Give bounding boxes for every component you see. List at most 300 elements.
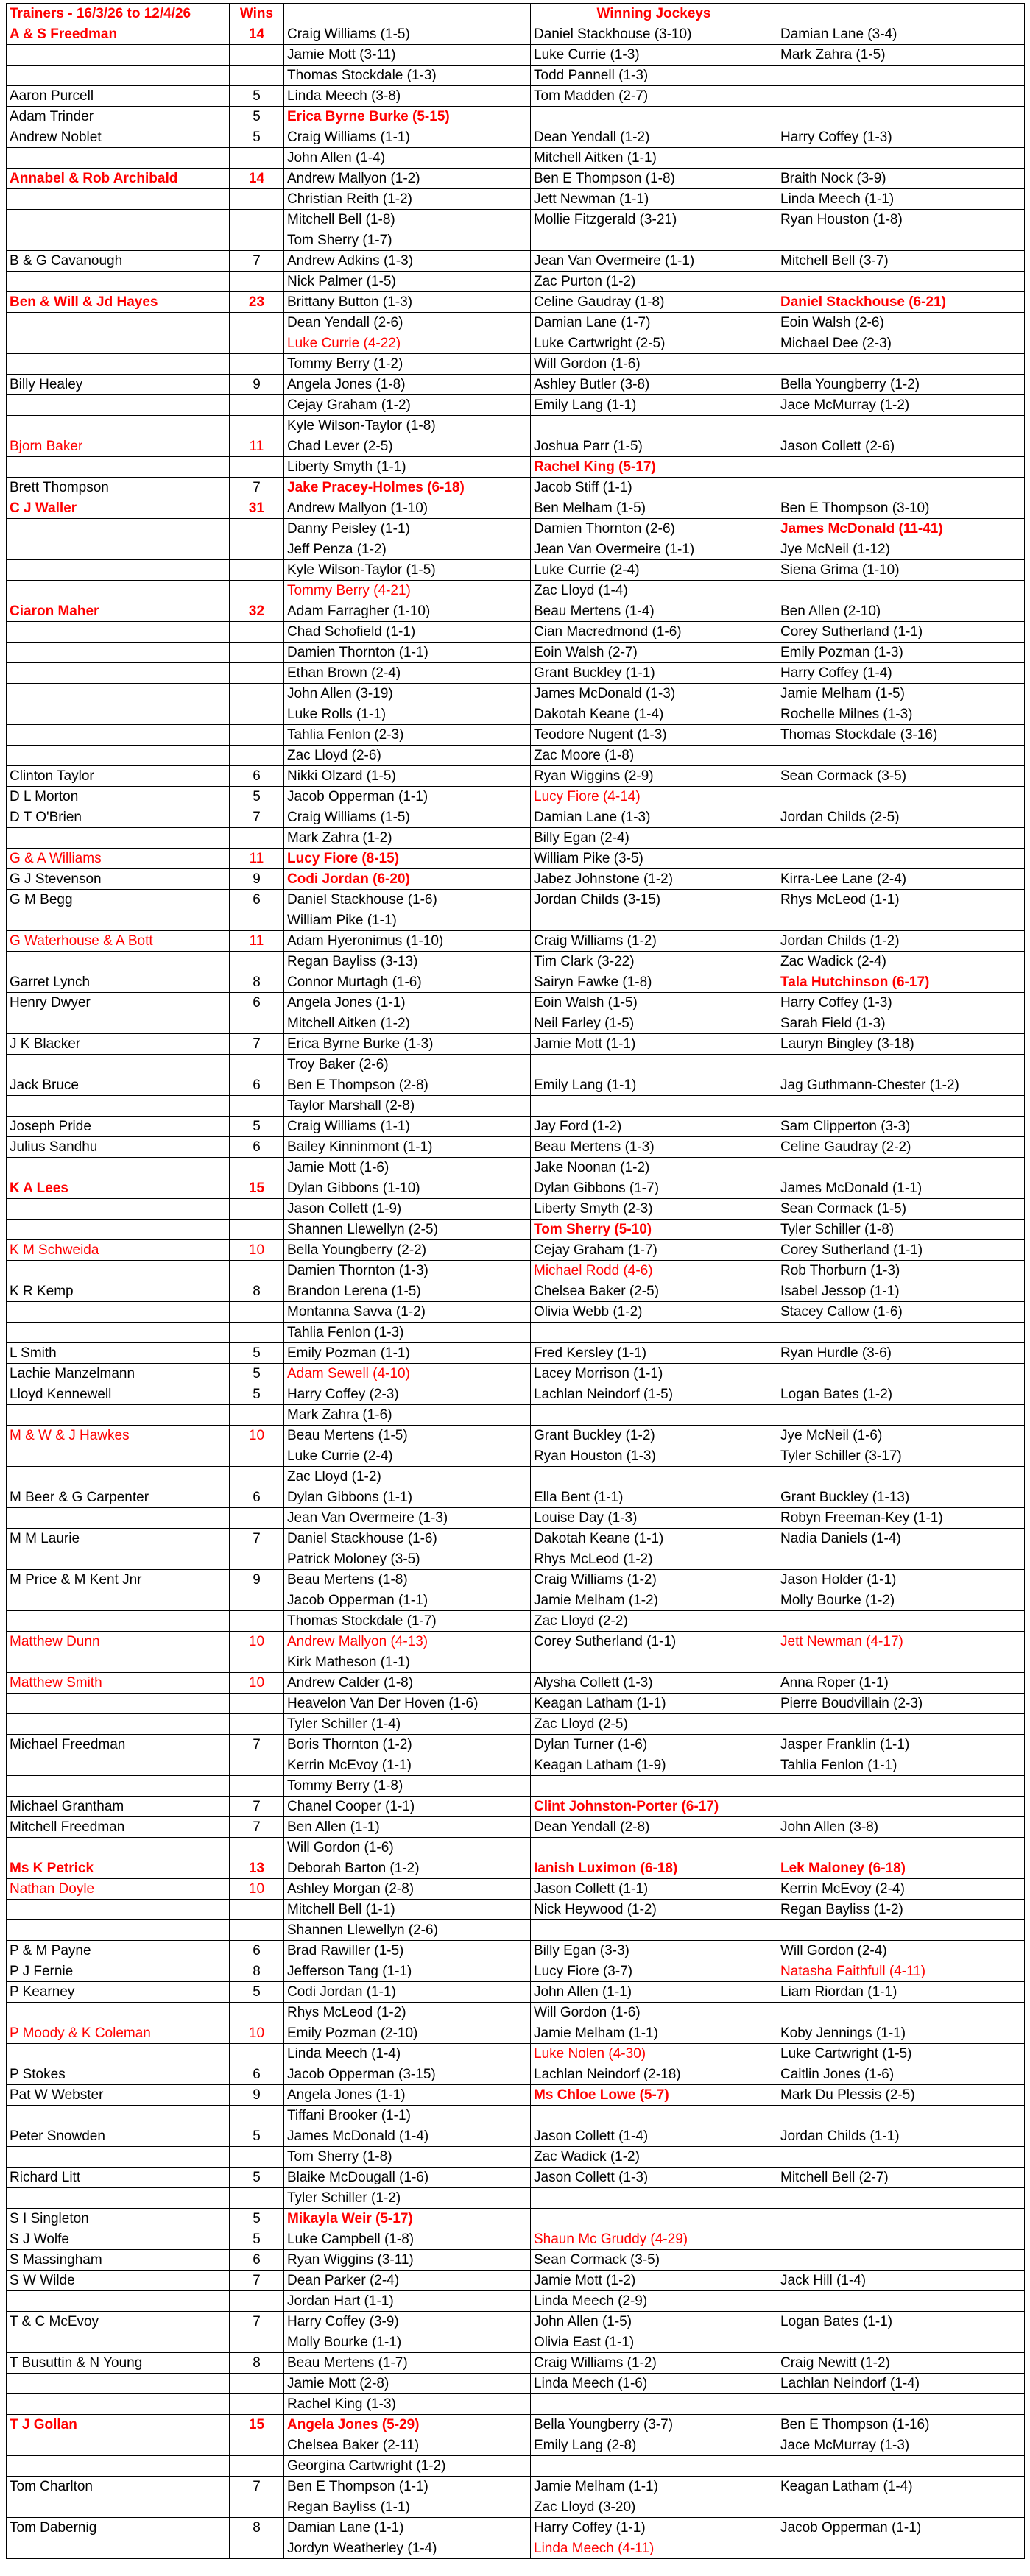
trainer-cell: Garret Lynch xyxy=(7,972,230,993)
wins-cell: 15 xyxy=(230,1178,284,1199)
jockey-cell: Ryan Wiggins (2-9) xyxy=(531,766,777,787)
wins-cell: 9 xyxy=(230,375,284,395)
table-row xyxy=(7,2518,1025,2538)
jockey-cell: Eoin Walsh (1-5) xyxy=(531,993,777,1013)
jockey-cell: Ryan Wiggins (3-11) xyxy=(284,2250,531,2271)
jockey-cell xyxy=(777,1096,1025,1117)
jockey-cell: Jeff Penza (1-2) xyxy=(284,539,531,560)
wins-cell xyxy=(230,2374,284,2394)
jockey-cell: Chad Lever (2-5) xyxy=(284,436,531,457)
table-row xyxy=(7,436,1025,457)
jockey-cell: Damian Lane (3-4) xyxy=(777,24,1025,45)
wins-cell: 6 xyxy=(230,1941,284,1961)
table-row xyxy=(7,1673,1025,1694)
trainer-cell xyxy=(7,2374,230,2394)
jockey-cell: Jace McMurray (1-3) xyxy=(777,2435,1025,2456)
jockey-cell: Mikayla Weir (5-17) xyxy=(284,2209,531,2229)
jockey-cell: Chanel Cooper (1-1) xyxy=(284,1797,531,1817)
jockey-cell: Bella Youngberry (1-2) xyxy=(777,375,1025,395)
trainer-cell: K A Lees xyxy=(7,1178,230,1199)
jockey-cell: Jordan Childs (1-1) xyxy=(777,2126,1025,2147)
jockey-cell xyxy=(777,148,1025,169)
trainer-cell xyxy=(7,519,230,539)
jockey-cell: Zac Lloyd (2-2) xyxy=(531,1611,777,1632)
trainer-cell xyxy=(7,1714,230,1735)
wins-cell xyxy=(230,1261,284,1281)
trainer-cell: Lloyd Kennewell xyxy=(7,1384,230,1405)
table-row xyxy=(7,2435,1025,2456)
trainer-cell xyxy=(7,643,230,663)
table-row xyxy=(7,1755,1025,1776)
jockey-cell xyxy=(531,2456,777,2477)
trainer-cell xyxy=(7,45,230,66)
trainer-cell xyxy=(7,1755,230,1776)
jockey-cell: Shaun Mc Gruddy (4-29) xyxy=(531,2229,777,2250)
jockey-cell: Craig Williams (1-5) xyxy=(284,807,531,828)
trainer-cell xyxy=(7,1220,230,1240)
table-row xyxy=(7,1961,1025,1982)
jockey-cell: Sean Cormack (3-5) xyxy=(777,766,1025,787)
trainer-cell xyxy=(7,2044,230,2064)
jockey-cell: Mitchell Bell (2-7) xyxy=(777,2168,1025,2188)
trainer-cell: Tom Charlton xyxy=(7,2477,230,2497)
trainer-cell xyxy=(7,230,230,251)
table-row xyxy=(7,45,1025,66)
wins-cell xyxy=(230,2332,284,2353)
trainer-cell: Aaron Purcell xyxy=(7,86,230,107)
jockey-cell xyxy=(777,2538,1025,2559)
jockey-cell: Linda Meech (1-1) xyxy=(777,189,1025,210)
jockey-cell: Anna Roper (1-1) xyxy=(777,1673,1025,1694)
jockey-cell xyxy=(531,1776,777,1797)
trainer-cell xyxy=(7,1652,230,1673)
jockey-cell: John Allen (3-19) xyxy=(284,684,531,704)
table-row xyxy=(7,1302,1025,1323)
jockey-cell: Luke Rolls (1-1) xyxy=(284,704,531,725)
jockey-cell: Joshua Parr (1-5) xyxy=(531,436,777,457)
jockey-cell: Troy Baker (2-6) xyxy=(284,1055,531,1075)
wins-cell xyxy=(230,1920,284,1941)
jockey-cell: Chad Schofield (1-1) xyxy=(284,622,531,643)
jockey-cell: Zac Moore (1-8) xyxy=(531,746,777,766)
jockey-cell: Zac Lloyd (1-2) xyxy=(284,1467,531,1487)
jockey-cell: Mitchell Bell (3-7) xyxy=(777,251,1025,272)
jockey-cell: Emily Lang (2-8) xyxy=(531,2435,777,2456)
jockey-cell xyxy=(777,416,1025,436)
table-row xyxy=(7,1158,1025,1178)
jockey-cell: Tahlia Fenlon (2-3) xyxy=(284,725,531,746)
jockey-cell: Ben E Thompson (2-8) xyxy=(284,1075,531,1096)
jockey-cell xyxy=(777,910,1025,931)
wins-cell xyxy=(230,2538,284,2559)
jockey-cell xyxy=(777,2188,1025,2209)
table-row xyxy=(7,478,1025,498)
trainer-cell xyxy=(7,1694,230,1714)
jockey-cell: Nick Palmer (1-5) xyxy=(284,272,531,292)
table-row xyxy=(7,560,1025,581)
table-row xyxy=(7,1096,1025,1117)
jockey-cell: Grant Buckley (1-13) xyxy=(777,1487,1025,1508)
trainer-cell xyxy=(7,2497,230,2518)
wins-cell xyxy=(230,457,284,478)
jockey-cell: Angela Jones (5-29) xyxy=(284,2415,531,2435)
jockey-cell xyxy=(531,2394,777,2415)
wins-cell xyxy=(230,210,284,230)
jockey-cell: Will Gordon (1-6) xyxy=(531,354,777,375)
jockey-cell: Tiffani Brooker (1-1) xyxy=(284,2106,531,2126)
wins-cell xyxy=(230,519,284,539)
table-row xyxy=(7,807,1025,828)
jockey-cell: Kerrin McEvoy (1-1) xyxy=(284,1755,531,1776)
wins-cell: 6 xyxy=(230,1075,284,1096)
jockey-cell: Tom Madden (2-7) xyxy=(531,86,777,107)
jockey-cell xyxy=(777,787,1025,807)
jockey-cell xyxy=(531,910,777,931)
jockey-cell xyxy=(777,2394,1025,2415)
table-row xyxy=(7,457,1025,478)
jockey-cell: Sam Clipperton (3-3) xyxy=(777,1117,1025,1137)
jockey-cell: Patrick Moloney (3-5) xyxy=(284,1549,531,1570)
jockey-cell: Jamie Mott (2-8) xyxy=(284,2374,531,2394)
jockey-cell: Beau Mertens (1-4) xyxy=(531,601,777,622)
wins-cell: 7 xyxy=(230,1797,284,1817)
trainer-cell: Annabel & Rob Archibald xyxy=(7,169,230,189)
jockey-cell: Fred Kersley (1-1) xyxy=(531,1343,777,1364)
table-row xyxy=(7,395,1025,416)
wins-cell: 31 xyxy=(230,498,284,519)
table-row xyxy=(7,539,1025,560)
jockey-cell xyxy=(777,354,1025,375)
trainer-cell xyxy=(7,2538,230,2559)
trainer-cell: Jack Bruce xyxy=(7,1075,230,1096)
jockey-cell: Thomas Stockdale (1-3) xyxy=(284,66,531,86)
table-row xyxy=(7,169,1025,189)
jockey-cell: Natasha Faithfull (4-11) xyxy=(777,1961,1025,1982)
jockey-cell: Harry Coffey (3-9) xyxy=(284,2312,531,2332)
jockey-cell: Jamie Melham (1-1) xyxy=(531,2023,777,2044)
table-row xyxy=(7,849,1025,869)
jockey-cell: Corey Sutherland (1-1) xyxy=(531,1632,777,1652)
table-row xyxy=(7,2085,1025,2106)
table-row xyxy=(7,1343,1025,1364)
wins-cell xyxy=(230,230,284,251)
jockey-cell: Linda Meech (1-6) xyxy=(531,2374,777,2394)
wins-cell xyxy=(230,1467,284,1487)
jockey-cell: Jasper Franklin (1-1) xyxy=(777,1735,1025,1755)
jockey-cell xyxy=(777,2497,1025,2518)
trainer-cell: Adam Trinder xyxy=(7,107,230,127)
jockey-cell: Craig Williams (1-1) xyxy=(284,1117,531,1137)
jockey-cell: Luke Campbell (1-8) xyxy=(284,2229,531,2250)
jockey-cell xyxy=(531,1467,777,1487)
jockey-cell: Jordan Childs (2-5) xyxy=(777,807,1025,828)
wins-cell xyxy=(230,704,284,725)
trainer-cell: Ms K Petrick xyxy=(7,1858,230,1879)
jockey-cell xyxy=(777,2003,1025,2023)
jockey-cell: Ms Chloe Lowe (5-7) xyxy=(531,2085,777,2106)
trainer-cell xyxy=(7,313,230,333)
jockey-cell: Jabez Johnstone (1-2) xyxy=(531,869,777,890)
jockey-cell xyxy=(531,2188,777,2209)
table-row xyxy=(7,1261,1025,1281)
jockey-cell: Jake Noonan (1-2) xyxy=(531,1158,777,1178)
jockey-cell: Dylan Gibbons (1-7) xyxy=(531,1178,777,1199)
table-row xyxy=(7,1838,1025,1858)
jockey-cell: Jye McNeil (1-6) xyxy=(777,1426,1025,1446)
trainer-cell xyxy=(7,663,230,684)
jockey-cell: Jacob Opperman (1-1) xyxy=(777,2518,1025,2538)
jockey-cell: Jett Newman (1-1) xyxy=(531,189,777,210)
jockey-cell: Bella Youngberry (3-7) xyxy=(531,2415,777,2435)
wins-cell: 8 xyxy=(230,2518,284,2538)
table-row xyxy=(7,766,1025,787)
jockey-cell: James McDonald (1-1) xyxy=(777,1178,1025,1199)
wins-cell xyxy=(230,1611,284,1632)
jockey-cell xyxy=(777,86,1025,107)
jockey-cell: Chelsea Baker (2-5) xyxy=(531,1281,777,1302)
table-row xyxy=(7,2415,1025,2435)
trainer-cell: Billy Healey xyxy=(7,375,230,395)
jockey-cell: Jacob Opperman (1-1) xyxy=(284,1590,531,1611)
trainer-cell xyxy=(7,2003,230,2023)
wins-cell xyxy=(230,1508,284,1529)
jockey-cell: Mollie Fitzgerald (3-21) xyxy=(531,210,777,230)
wins-cell xyxy=(230,2147,284,2168)
jockey-cell: Jordyn Weatherley (1-4) xyxy=(284,2538,531,2559)
jockey-cell: Olivia East (1-1) xyxy=(531,2332,777,2353)
wins-cell: 5 xyxy=(230,86,284,107)
jockey-cell: Regan Bayliss (1-1) xyxy=(284,2497,531,2518)
trainer-cell xyxy=(7,1549,230,1570)
jockey-cell: Ben Allen (2-10) xyxy=(777,601,1025,622)
table-row xyxy=(7,1034,1025,1055)
table-row xyxy=(7,148,1025,169)
table-row xyxy=(7,210,1025,230)
jockey-cell xyxy=(777,1158,1025,1178)
wins-cell xyxy=(230,684,284,704)
wins-cell xyxy=(230,66,284,86)
jockey-cell xyxy=(531,1323,777,1343)
wins-cell xyxy=(230,1900,284,1920)
jockey-cell: James McDonald (1-4) xyxy=(284,2126,531,2147)
jockey-cell xyxy=(777,2250,1025,2271)
jockey-cell: Dean Yendall (2-8) xyxy=(531,1817,777,1838)
jockey-cell xyxy=(777,1323,1025,1343)
trainer-cell: S W Wilde xyxy=(7,2271,230,2291)
trainer-cell xyxy=(7,684,230,704)
jockey-cell: Jefferson Tang (1-1) xyxy=(284,1961,531,1982)
jockey-cell: Andrew Adkins (1-3) xyxy=(284,251,531,272)
trainer-cell xyxy=(7,66,230,86)
jockey-cell: Harry Coffey (1-3) xyxy=(777,127,1025,148)
wins-cell xyxy=(230,2044,284,2064)
wins-cell xyxy=(230,663,284,684)
wins-cell: 5 xyxy=(230,2168,284,2188)
table-row xyxy=(7,1714,1025,1735)
jockey-cell: Damien Thornton (1-1) xyxy=(284,643,531,663)
wins-cell xyxy=(230,2435,284,2456)
trainer-cell: Bjorn Baker xyxy=(7,436,230,457)
wins-cell: 5 xyxy=(230,1343,284,1364)
jockey-cell: William Pike (3-5) xyxy=(531,849,777,869)
wins-cell: 10 xyxy=(230,1879,284,1900)
table-row xyxy=(7,1982,1025,2003)
wins-cell xyxy=(230,1694,284,1714)
table-row xyxy=(7,86,1025,107)
trainer-cell xyxy=(7,828,230,849)
trainer-cell: C J Waller xyxy=(7,498,230,519)
table-row xyxy=(7,1570,1025,1590)
jockey-cell: Brandon Lerena (1-5) xyxy=(284,1281,531,1302)
trainer-cell xyxy=(7,2332,230,2353)
jockey-cell: Zac Lloyd (3-20) xyxy=(531,2497,777,2518)
jockey-cell: Tommy Berry (1-8) xyxy=(284,1776,531,1797)
jockey-cell xyxy=(777,1776,1025,1797)
jockey-cell: Jean Van Overmeire (1-1) xyxy=(531,251,777,272)
table-row xyxy=(7,127,1025,148)
jockey-cell: Nick Heywood (1-2) xyxy=(531,1900,777,1920)
trainer-cell xyxy=(7,622,230,643)
wins-cell: 14 xyxy=(230,24,284,45)
trainer-cell xyxy=(7,1261,230,1281)
jockey-cell: Damian Lane (1-3) xyxy=(531,807,777,828)
table-row xyxy=(7,1694,1025,1714)
jockey-cell: Adam Sewell (4-10) xyxy=(284,1364,531,1384)
trainer-cell xyxy=(7,1838,230,1858)
table-row xyxy=(7,2332,1025,2353)
wins-cell: 14 xyxy=(230,169,284,189)
jockey-cell: Mitchell Bell (1-1) xyxy=(284,1900,531,1920)
jockey-cell: Grant Buckley (1-1) xyxy=(531,663,777,684)
wins-cell xyxy=(230,643,284,663)
jockey-cell: Harry Coffey (1-4) xyxy=(777,663,1025,684)
wins-cell: 5 xyxy=(230,2229,284,2250)
table-row xyxy=(7,2497,1025,2518)
jockey-cell: Montanna Savva (1-2) xyxy=(284,1302,531,1323)
wins-cell: 11 xyxy=(230,931,284,952)
trainer-cell xyxy=(7,1900,230,1920)
wins-cell xyxy=(230,725,284,746)
trainer-cell xyxy=(7,2106,230,2126)
wins-cell xyxy=(230,1652,284,1673)
jockey-cell: Zac Wadick (1-2) xyxy=(531,2147,777,2168)
jockey-cell: Will Gordon (1-6) xyxy=(284,1838,531,1858)
wins-cell: 6 xyxy=(230,993,284,1013)
jockey-cell: Jacob Opperman (1-1) xyxy=(284,787,531,807)
wins-cell: 5 xyxy=(230,787,284,807)
trainer-cell: D T O'Brien xyxy=(7,807,230,828)
trainer-cell xyxy=(7,539,230,560)
trainer-cell: Ciaron Maher xyxy=(7,601,230,622)
trainer-cell: L Smith xyxy=(7,1343,230,1364)
jockey-cell: Koby Jennings (1-1) xyxy=(777,2023,1025,2044)
wins-cell xyxy=(230,1405,284,1426)
table-row xyxy=(7,1797,1025,1817)
wins-cell: 5 xyxy=(230,1384,284,1405)
jockey-cell: Molly Bourke (1-2) xyxy=(777,1590,1025,1611)
jockey-cell: Craig Williams (1-5) xyxy=(284,24,531,45)
wins-cell: 7 xyxy=(230,2477,284,2497)
jockey-cell: Nikki Olzard (1-5) xyxy=(284,766,531,787)
jockey-cell: Luke Currie (1-3) xyxy=(531,45,777,66)
wins-cell xyxy=(230,952,284,972)
jockey-cell: Celine Gaudray (2-2) xyxy=(777,1137,1025,1158)
wins-cell xyxy=(230,1158,284,1178)
table-row xyxy=(7,1858,1025,1879)
trainer-cell: Matthew Dunn xyxy=(7,1632,230,1652)
jockey-cell: Linda Meech (1-4) xyxy=(284,2044,531,2064)
jockey-cell: Rhys McLeod (1-2) xyxy=(284,2003,531,2023)
jockey-cell: Jean Van Overmeire (1-3) xyxy=(284,1508,531,1529)
table-row xyxy=(7,498,1025,519)
wins-cell: 6 xyxy=(230,890,284,910)
jockey-cell: Todd Pannell (1-3) xyxy=(531,66,777,86)
table-row xyxy=(7,972,1025,993)
jockey-cell: Regan Bayliss (1-2) xyxy=(777,1900,1025,1920)
trainer-cell xyxy=(7,560,230,581)
jockey-cell: Emily Pozman (1-1) xyxy=(284,1343,531,1364)
jockey-cell: Jye McNeil (1-12) xyxy=(777,539,1025,560)
jockey-cell: Regan Bayliss (3-13) xyxy=(284,952,531,972)
trainer-cell: Michael Freedman xyxy=(7,1735,230,1755)
trainer-cell: K M Schweida xyxy=(7,1240,230,1261)
trainer-cell: B & G Cavanough xyxy=(7,251,230,272)
jockey-cell xyxy=(777,1549,1025,1570)
wins-cell xyxy=(230,2106,284,2126)
jockey-cell: Ben E Thompson (3-10) xyxy=(777,498,1025,519)
wins-cell xyxy=(230,1302,284,1323)
jockey-cell xyxy=(777,849,1025,869)
jockey-cell: Ben E Thompson (1-1) xyxy=(284,2477,531,2497)
jockey-cell xyxy=(531,1055,777,1075)
jockey-cell: John Allen (1-4) xyxy=(284,148,531,169)
jockey-cell: Angela Jones (1-1) xyxy=(284,993,531,1013)
jockey-cell: Lucy Fiore (4-14) xyxy=(531,787,777,807)
jockey-cell: Rhys McLeod (1-1) xyxy=(777,890,1025,910)
trainer-cell xyxy=(7,1405,230,1426)
table-row xyxy=(7,869,1025,890)
jockey-cell: Keagan Latham (1-1) xyxy=(531,1694,777,1714)
jockey-cell: Will Gordon (2-4) xyxy=(777,1941,1025,1961)
jockey-cell: Luke Nolen (4-30) xyxy=(531,2044,777,2064)
table-row xyxy=(7,251,1025,272)
jockey-cell: Sarah Field (1-3) xyxy=(777,1013,1025,1034)
table-row xyxy=(7,1467,1025,1487)
jockey-cell: Tyler Schiller (1-2) xyxy=(284,2188,531,2209)
jockey-cell: Dean Yendall (1-2) xyxy=(531,127,777,148)
table-row xyxy=(7,313,1025,333)
table-row xyxy=(7,1426,1025,1446)
jockey-cell: Clint Johnston-Porter (6-17) xyxy=(531,1797,777,1817)
jockey-cell: Dakotah Keane (1-1) xyxy=(531,1529,777,1549)
jockey-cell xyxy=(531,2209,777,2229)
jockey-cell: Ben Allen (1-1) xyxy=(284,1817,531,1838)
jockey-cell xyxy=(531,1405,777,1426)
trainers-table xyxy=(6,3,1025,2559)
table-row xyxy=(7,746,1025,766)
jockey-cell: Brad Rawiller (1-5) xyxy=(284,1941,531,1961)
jockey-cell: Shannen Llewellyn (2-6) xyxy=(284,1920,531,1941)
wins-cell xyxy=(230,1549,284,1570)
table-row xyxy=(7,354,1025,375)
table-row xyxy=(7,2168,1025,2188)
jockey-cell: Lucy Fiore (3-7) xyxy=(531,1961,777,1982)
wins-cell xyxy=(230,1776,284,1797)
trainer-cell: Michael Grantham xyxy=(7,1797,230,1817)
table-row xyxy=(7,1323,1025,1343)
table-row xyxy=(7,1549,1025,1570)
table-row xyxy=(7,1384,1025,1405)
